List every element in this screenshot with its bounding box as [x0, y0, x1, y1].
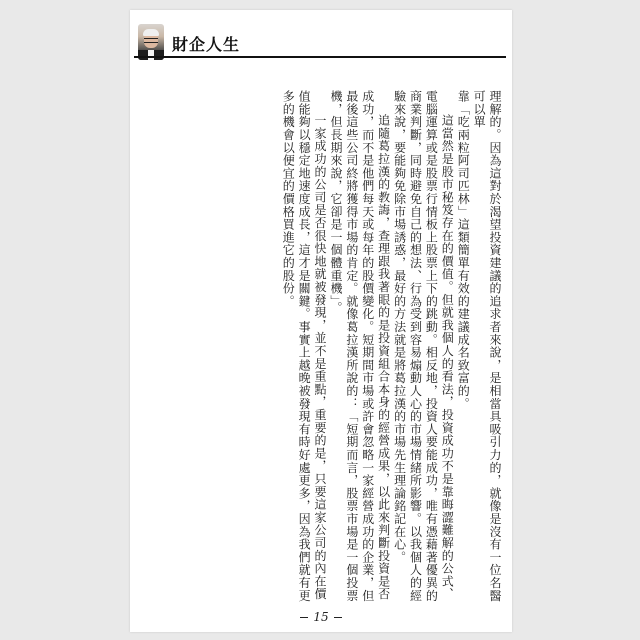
carry-over-line: 理解的。因為這對於渴望投資建議的追求者來說，是相當具吸引力的，就像是沒有一位名醫可以單 [472, 90, 502, 602]
footer-dash-right [334, 617, 342, 618]
paragraph-2: 這當然是股市秘笈存在的價值。但就我個人的看法，投資成功不是靠晦澀難解的公式、電腦運算或是股票行情板上股票上下的跳動。相反地，投資人要能成功，唯有憑藉著優異的商業判斷，同時避免自己的想法、行為受到容易煽動人心的市場情緒所影響。以我個人的經驗來說，要能夠免除市場誘惑，最好的方法就是將葛拉漢的市場先生理論銘記在心。 [392, 90, 455, 602]
paragraph-4: 一家成功的公司是否很快地就被發現，並不是重點，重要的是，只要這家公司的內在價值能夠以穩定地速度成長，這才是關鍵。事實上越晚被發現有時好處更多，因為我們就有更多的機會以便宜的價格買進它的股份。 [281, 90, 328, 602]
book-page [130, 10, 512, 632]
page-header [134, 18, 314, 74]
page-footer [130, 610, 512, 624]
header-rule [134, 56, 506, 58]
book-title: 財企人生 [172, 35, 241, 54]
author-portrait [138, 24, 164, 60]
footer-dash-left [300, 617, 308, 618]
paragraph-3: 追隨葛拉漢的教誨，查理跟我著眼的是投資組合本身的經營成果，以此來判斷投資是否成功，而不是他們每天或每年的股價變化。短期間市場或許會忽略一家經營成功的企業，但最後這些公司終將獲得市場的肯定。就像葛拉漢所說的：「短期而言，股票市場是一個投票機，但長期來說，它卻是一個體重機」。 [328, 90, 391, 602]
page-number: 15 [313, 610, 329, 624]
body-text [172, 90, 502, 610]
paragraph-1: 靠「吃兩粒阿司匹林」這類簡單有效的建議成名致富的。 [456, 90, 471, 410]
